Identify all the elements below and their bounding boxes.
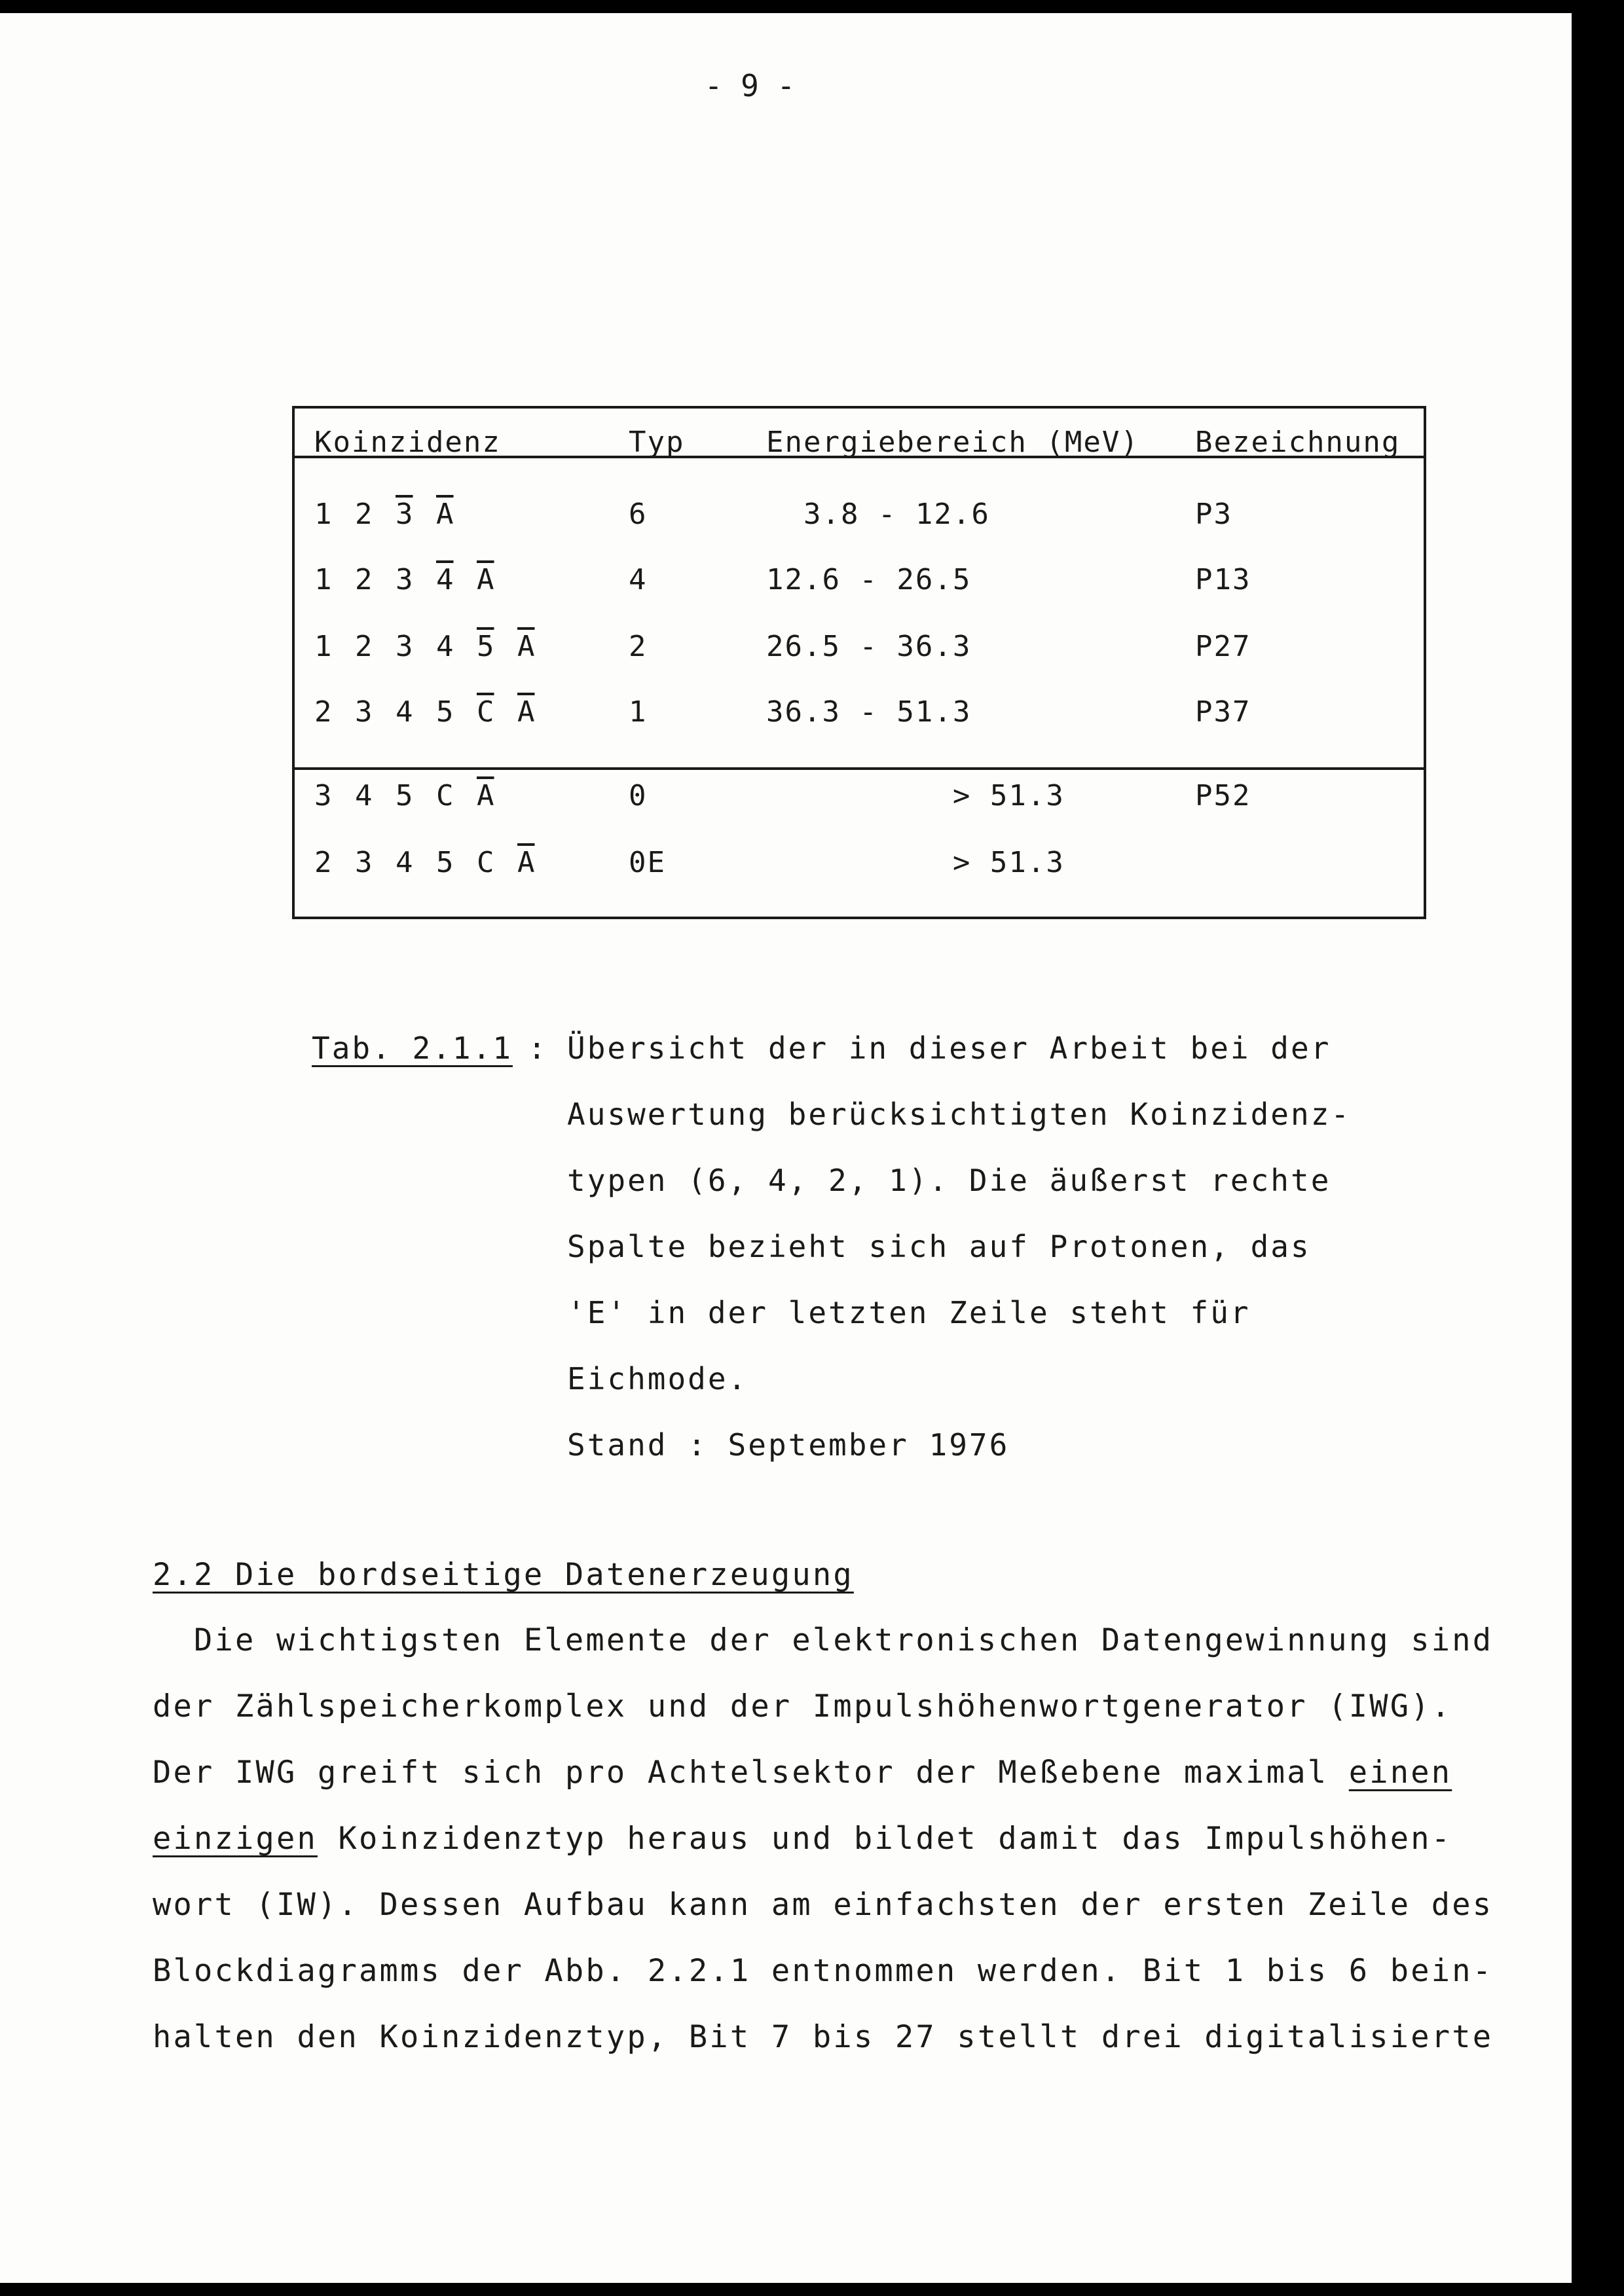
coincidence-symbol: 3 <box>355 846 373 879</box>
coincidence-cell <box>314 500 477 529</box>
coincidence-symbol: 4 <box>436 630 454 663</box>
typ-cell: 0 <box>629 779 648 812</box>
anticoincidence-symbol: 5 <box>477 630 494 663</box>
typ-cell: 6 <box>629 498 648 531</box>
caption-line: Übersicht der in dieser Arbeit bei der <box>567 1030 1331 1066</box>
body-line: wort (IW). Dessen Aufbau kann am einfachsten der ersten Zeile des <box>153 1887 1494 1923</box>
typ-cell: 0E <box>629 846 666 879</box>
energy-cell: 26.5 - 36.3 <box>766 630 972 663</box>
bezeichnung-cell: P27 <box>1195 630 1251 663</box>
coincidence-symbol: C <box>436 779 454 812</box>
coincidence-symbol: 3 <box>396 630 413 663</box>
caption-line: 'E' in der letzten Zeile steht für <box>567 1295 1251 1330</box>
typ-cell: 4 <box>629 563 648 596</box>
anticoincidence-symbol: $\overline{A}$ <box>517 630 535 663</box>
coincidence-symbol: 2 <box>355 563 373 596</box>
header-typ: Typ <box>629 426 685 459</box>
anticoincidence-symbol: $\overline{A}$ <box>517 846 535 879</box>
coincidence-symbol: 4 <box>396 846 413 879</box>
energy-cell: 12.6 - 26.5 <box>766 563 972 596</box>
bezeichnung-cell: P52 <box>1195 779 1251 812</box>
energy-cell: > 51.3 <box>766 779 1065 812</box>
anticoincidence-symbol: $\overline{A}$ <box>517 695 535 729</box>
body-line: halten den Koinzidenztyp, Bit 7 bis 27 stellt drei digitalisierte <box>153 2019 1494 2055</box>
coincidence-symbol: 2 <box>314 695 332 729</box>
body-line: Blockdiagramms der Abb. 2.2.1 entnommen werden. Bit 1 bis 6 bein- <box>153 1953 1494 1989</box>
emphasis-word: einzigen <box>153 1821 318 1857</box>
coincidence-symbol: 2 <box>314 846 332 879</box>
caption-line: Spalte bezieht sich auf Protonen, das <box>567 1229 1311 1264</box>
energy-cell: 36.3 - 51.3 <box>766 695 972 729</box>
coincidence-symbol: 1 <box>314 498 332 531</box>
bezeichnung-cell: P13 <box>1195 563 1251 596</box>
coincidence-symbol: 4 <box>355 779 373 812</box>
caption-line: Auswertung berücksichtigten Koinzidenz- <box>567 1097 1352 1132</box>
body-line: Der IWG greift sich pro Achtelsektor der Meßebene maximal einen <box>153 1755 1452 1791</box>
section-heading: 2.2 Die bordseitige Datenerzeugung <box>153 1557 854 1593</box>
anticoincidence-symbol: 4 <box>436 563 454 596</box>
body-line: der Zählspeicherkomplex und der Impulshöhenwortgenerator (IWG). <box>153 1688 1452 1724</box>
typ-cell: 2 <box>629 630 648 663</box>
coincidence-cell <box>314 563 517 596</box>
caption-line: Stand : September 1976 <box>567 1427 1010 1463</box>
caption-line: Eichmode. <box>567 1361 748 1396</box>
body-line: einzigen Koinzidenztyp heraus und bildet damit das Impulshöhen- <box>153 1821 1452 1857</box>
coincidence-symbol: 5 <box>436 695 454 729</box>
bezeichnung-cell: P3 <box>1195 498 1232 531</box>
coincidence-symbol: 3 <box>355 695 373 729</box>
caption-line: typen (6, 4, 2, 1). Die äußerst rechte <box>567 1163 1331 1198</box>
coincidence-symbol: 3 <box>314 779 332 812</box>
emphasis-word: einen <box>1348 1755 1452 1791</box>
header-energie: Energiebereich (MeV) <box>766 426 1139 459</box>
coincidence-table <box>292 406 1426 919</box>
coincidence-symbol: 4 <box>396 695 413 729</box>
coincidence-symbol: C <box>477 846 494 879</box>
bezeichnung-cell: P37 <box>1195 695 1251 729</box>
header-bezeichnung: Bezeichnung <box>1195 426 1401 459</box>
coincidence-symbol: 3 <box>396 563 413 596</box>
anticoincidence-symbol: $\overline{A}$ <box>436 498 454 531</box>
header-koinzidenz: Koinzidenz <box>314 426 501 459</box>
caption-separator: : <box>528 1030 548 1066</box>
caption-label: Tab. 2.1.1 <box>312 1030 513 1066</box>
coincidence-cell <box>314 779 517 812</box>
anticoincidence-symbol: $\overline{A}$ <box>477 563 494 596</box>
coincidence-symbol: 1 <box>314 563 332 596</box>
anticoincidence-symbol: $\overline{A}$ <box>477 779 494 812</box>
coincidence-cell <box>314 848 558 877</box>
body-line: Die wichtigsten Elemente der elektronischen Datengewinnung sind <box>153 1622 1494 1658</box>
header-rule <box>295 456 1424 458</box>
coincidence-symbol: 5 <box>396 779 413 812</box>
coincidence-symbol: 2 <box>355 498 373 531</box>
energy-cell: 3.8 - 12.6 <box>766 498 990 531</box>
coincidence-cell <box>314 695 558 729</box>
coincidence-symbol: 1 <box>314 630 332 663</box>
page-number: - 9 - <box>704 68 796 103</box>
coincidence-cell <box>314 632 558 661</box>
document-page <box>0 13 1572 2283</box>
typ-cell: 1 <box>629 695 648 729</box>
coincidence-symbol: 2 <box>355 630 373 663</box>
group-rule <box>295 767 1424 770</box>
coincidence-symbol: 5 <box>436 846 454 879</box>
energy-cell: > 51.3 <box>766 846 1065 879</box>
anticoincidence-symbol: $\overline{C}$ <box>477 695 494 729</box>
anticoincidence-symbol: 3 <box>396 498 413 531</box>
